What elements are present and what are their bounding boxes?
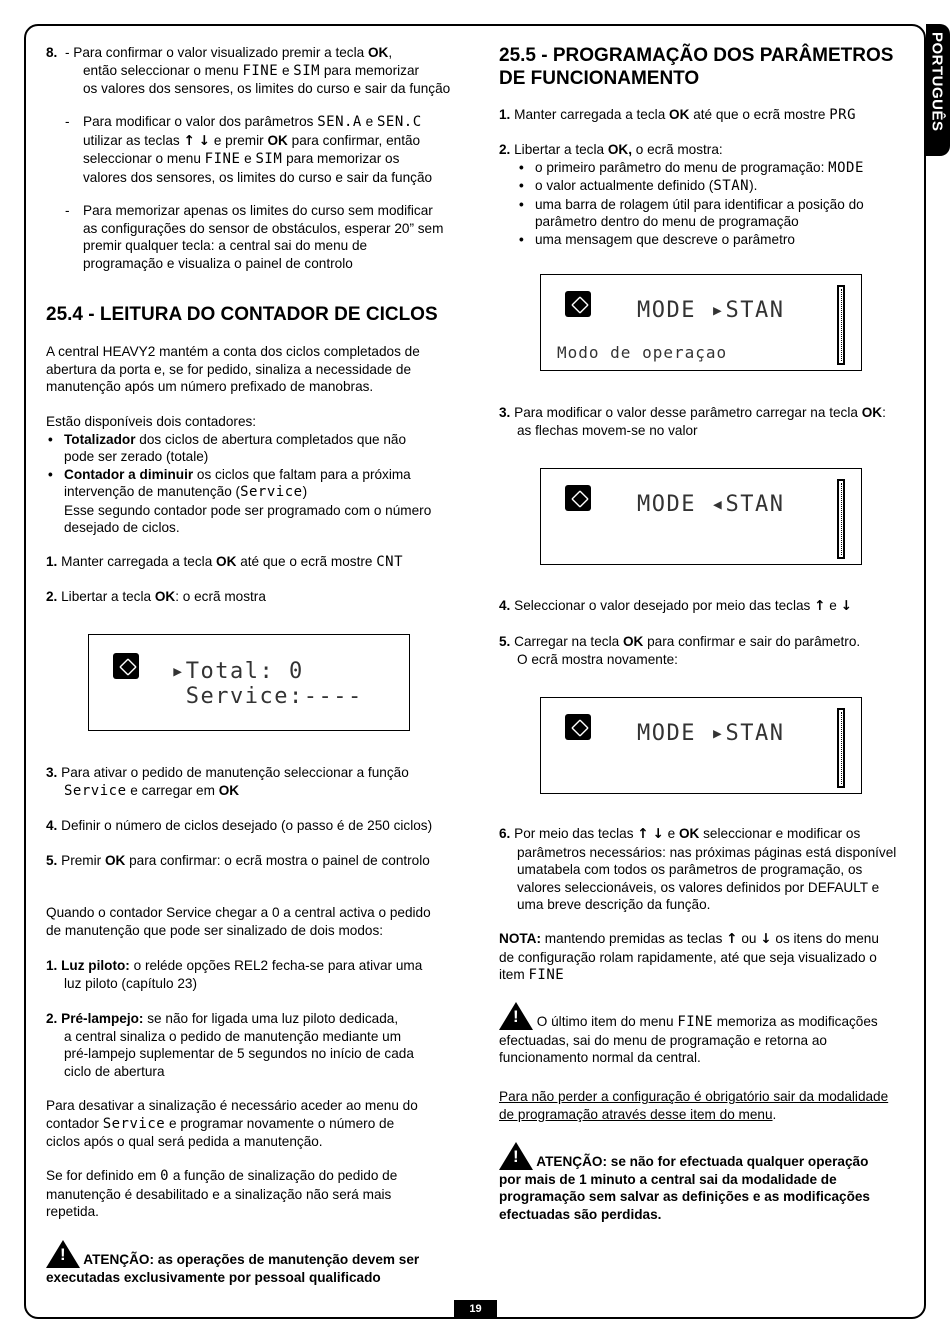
text: até que o ecrã mostre <box>236 554 377 569</box>
lcd-service: Service <box>102 1115 166 1132</box>
text: de configuração rolam rapidamente, até que seja visualizado o <box>499 949 877 965</box>
ok-key: OK <box>622 634 644 649</box>
text: e <box>361 114 377 129</box>
text: seleccionar o menu <box>83 151 205 166</box>
r-step-6 <box>499 825 909 914</box>
arrow-up-icon: ↑ <box>183 132 195 149</box>
zero-paragraph <box>46 1167 466 1221</box>
text: a central sinaliza o pedido de manutenção mediante um <box>64 1028 402 1044</box>
lcd-mode-display-2 <box>540 468 862 565</box>
step-number: 4. <box>46 818 58 833</box>
text: repetida. <box>46 1204 99 1219</box>
lcd-line-service: Service:---- <box>171 684 363 709</box>
step-5 <box>46 852 466 870</box>
step-number: 1. <box>499 107 511 122</box>
text: por mais de 1 minuto a central sai da modalidade de <box>499 1171 837 1187</box>
step-number: 8. <box>46 45 58 60</box>
arrow-down-icon: ↓ <box>652 826 664 842</box>
text: manutenção é desabilitado e a sinalização não será mais <box>46 1186 392 1202</box>
lcd-service: Service <box>64 782 127 799</box>
lcd-scrollbar <box>837 708 845 788</box>
text: efectuadas, sai do menu de programação e retorna ao <box>499 1032 827 1048</box>
lcd-fine: FINE <box>204 151 241 167</box>
text: as configurações do sensor de obstáculos, esperar 20” sem <box>83 220 444 236</box>
text: então seleccionar o menu <box>83 62 243 78</box>
text: ). <box>749 178 758 193</box>
text: para memorizar <box>320 62 420 78</box>
ok-key: OK <box>861 405 883 420</box>
step-4 <box>46 817 466 835</box>
text: e <box>278 62 294 78</box>
wrench-icon <box>565 291 591 317</box>
text: Manter carregada a tecla <box>514 107 670 122</box>
list-item <box>64 431 466 466</box>
text: e premir <box>210 132 268 148</box>
ok-key: OK <box>154 589 176 604</box>
text: o primeiro parâmetro do menu de programação: <box>535 159 829 175</box>
text: . <box>772 1106 777 1122</box>
page-number: 19 <box>454 1300 497 1319</box>
text: 25.5 - PROGRAMAÇÃO DOS PARÂMETROS <box>499 45 894 66</box>
text: parâmetro dentro do menu de programação <box>535 214 799 229</box>
ok-key: OK <box>218 782 240 798</box>
intro-paragraph <box>46 343 466 396</box>
r-step-2 <box>499 141 909 248</box>
language-tab-label: PORTUGUÊS <box>928 32 946 132</box>
text: executadas exclusivamente por pessoal qualificado <box>46 1269 381 1285</box>
ok-key: OK <box>267 132 288 148</box>
list-item: • uma mensagem que descreve o parâmetro <box>535 231 909 249</box>
text: e <box>825 598 841 613</box>
section-heading-25-4: 25.4 - LEITURA DO CONTADOR DE CICLOS <box>46 304 438 325</box>
lcd-line-total: ▸Total: 0 <box>171 659 304 684</box>
text: contador <box>46 1115 103 1131</box>
text: uma barra de rolagem útil para identificar a posição do <box>535 196 864 212</box>
step-number: 2. <box>46 1011 58 1026</box>
warning-icon <box>499 1002 533 1030</box>
lcd-mode-display-3 <box>540 697 862 794</box>
arrow-down-icon: ↓ <box>840 598 853 614</box>
text: para confirmar, então <box>287 132 421 148</box>
lcd-service: Service <box>240 484 303 500</box>
text: para confirmar: o ecrã mostra o painel de controlo <box>125 853 430 868</box>
text: Para ativar o pedido de manutenção seleccionar a função <box>61 765 409 780</box>
text: o valor actualmente definido ( <box>535 178 714 193</box>
ok-key: OK <box>104 853 126 868</box>
text: até que o ecrã mostre <box>689 107 830 122</box>
text: desejado de ciclos. <box>64 520 180 535</box>
disable-paragraph <box>46 1097 466 1151</box>
text: ATENÇÃO: as operações de manutenção devem ser <box>80 1252 420 1267</box>
lcd-stan: STAN <box>713 178 750 194</box>
text: luz piloto (capítulo 23) <box>64 975 197 991</box>
counters-list <box>46 413 466 537</box>
r-step-1 <box>499 106 909 125</box>
text: e programar novamente o número de <box>165 1115 395 1131</box>
text: funcionamento normal da central. <box>499 1050 701 1065</box>
lcd-mode-display-1 <box>540 274 862 371</box>
r-step-5 <box>499 633 909 668</box>
text: Libertar a tecla <box>61 589 155 604</box>
underlined-note <box>499 1088 909 1123</box>
text: Para memorizar apenas os limites do curso sem modificar <box>83 203 433 218</box>
lcd-scrollbar <box>837 285 845 365</box>
text: umatabela com todos os parâmetros de programação, os <box>517 862 863 877</box>
text: NOTA: <box>499 931 542 946</box>
lcd-sim: SIM <box>255 151 283 167</box>
step-number: 1. <box>46 554 58 569</box>
text: programação e visualiza o painel de controlo <box>83 255 353 271</box>
text: Se for definido em <box>46 1168 161 1183</box>
r-step-3: 3. Para modificar o valor desse parâmetro carregar na tecla OK: as flechas movem-se no valor <box>499 404 909 439</box>
r-step-4 <box>499 597 909 616</box>
lcd-zero: 0 <box>160 1168 170 1184</box>
list-item <box>535 196 909 231</box>
step-2 <box>46 588 466 606</box>
text: utilizar as teclas <box>83 132 184 148</box>
text: valores dos sensores, os limites do curso e sair da função <box>83 169 433 185</box>
lcd-counter-display <box>88 634 410 731</box>
text: Para desativar a sinalização é necessário aceder ao menu do <box>46 1098 418 1113</box>
text: de manutenção que pode ser sinalizado de dois modos: <box>46 922 384 938</box>
text: Para modificar o valor dos parâmetros <box>83 114 318 129</box>
lcd-fine: FINE <box>528 967 565 983</box>
lcd-sena: SEN.A <box>317 114 362 130</box>
list-item <box>535 177 909 196</box>
text: Estão disponíveis dois contadores: <box>46 414 257 429</box>
text: e <box>663 826 679 841</box>
lcd-cnt: CNT <box>376 554 404 570</box>
step-3 <box>46 764 466 800</box>
step-number: 3. <box>499 405 511 420</box>
lcd-scrollbar <box>837 479 845 559</box>
text: O último item do menu <box>533 1014 678 1029</box>
step-8-sub-c: - Para memorizar apenas os limites do curso sem modificar as configurações do sensor de obstáculos, esperar 20” sem premir qualquer tecla: a central sai do menu de programação e visualiza o painel de controlo <box>65 202 465 272</box>
text: Luz piloto: <box>61 958 130 973</box>
text: premir qualquer tecla: a central sai do menu de <box>83 238 368 253</box>
nota-paragraph <box>499 930 909 985</box>
list-item <box>64 466 466 537</box>
text: Para não perder a configuração é obrigatório sair da modalidade <box>499 1089 889 1104</box>
text: e carregar em <box>126 782 219 798</box>
lcd-line-mode: MODE ▸STAN <box>637 298 785 323</box>
step-number: 2. <box>46 589 58 604</box>
language-tab <box>926 24 950 156</box>
mode-1 <box>46 957 466 992</box>
lcd-fine: FINE <box>677 1014 714 1030</box>
arrow-up-icon: ↑ <box>726 931 738 947</box>
text: ciclo de abertura <box>64 1063 165 1079</box>
counter-icon <box>113 653 139 679</box>
lcd-prg: PRG <box>829 107 857 123</box>
text: DE FUNCIONAMENTO <box>499 68 700 89</box>
text: se não for ligada uma luz piloto dedicada, <box>143 1011 399 1026</box>
text: pode ser zerado (totale) <box>64 449 209 464</box>
text: parâmetros necessários: nas próximas páginas está disponível <box>517 844 897 860</box>
text: as flechas movem-se no valor <box>517 422 698 438</box>
text: programação sem salvar as definições e as modificações <box>499 1189 870 1204</box>
timeout-warning <box>499 1142 909 1223</box>
lcd-line-mode: MODE ▸STAN <box>637 721 785 746</box>
text: dos ciclos de abertura completados que não <box>135 431 407 447</box>
text: A central HEAVY2 mantém a conta dos ciclos completados de <box>46 344 420 359</box>
warning-icon <box>46 1240 80 1268</box>
text: Por meio das teclas <box>514 826 638 841</box>
lcd-senc: SEN.C <box>377 114 422 130</box>
text: o ecrã mostra: <box>632 142 723 157</box>
text: pré-lampejo suplementar de 5 segundos no início de cada <box>64 1046 414 1061</box>
text: Totalizador <box>64 431 136 447</box>
arrow-down-icon: ↓ <box>760 931 772 947</box>
section-heading-25-5 <box>499 44 893 90</box>
text: manutenção após um número prefixado de manobras. <box>46 379 374 394</box>
text: abertura da porta e, se for pedido, sinaliza a necessidade de <box>46 361 412 377</box>
wrench-icon <box>565 485 591 511</box>
text: uma breve descrição da função. <box>517 897 711 912</box>
fine-warning <box>499 1002 909 1067</box>
mode-2 <box>46 1010 466 1080</box>
arrow-up-icon: ↑ <box>814 598 826 614</box>
text: de programação através desse item do menu <box>499 1106 773 1122</box>
text: ciclos após o qual será pedida a manutenção. <box>46 1134 323 1149</box>
maintenance-warning <box>46 1240 466 1286</box>
text: O ecrã mostra novamente: <box>517 651 678 667</box>
lcd-mode: MODE <box>828 159 864 176</box>
text: valores seleccionáveis, os valores definidos por DEFAULT e <box>517 879 880 895</box>
wrench-icon <box>565 714 591 740</box>
list-item <box>535 159 909 178</box>
text: Seleccionar o valor desejado por meio das teclas <box>514 598 815 613</box>
ok-key: OK <box>669 107 690 122</box>
step-number: 6. <box>499 826 511 841</box>
ok-key: OK <box>367 45 389 60</box>
text: os itens do menu <box>771 931 879 946</box>
text: - Para confirmar o valor visualizado premir a tecla <box>65 45 368 60</box>
text: para memorizar os <box>282 151 400 166</box>
text: a função de sinalização do pedido de <box>169 1168 398 1183</box>
text: efectuadas são perdidas. <box>499 1206 662 1222</box>
step-number: 3. <box>46 765 58 780</box>
text: intervenção de manutenção ( <box>64 484 241 499</box>
step-8-block: 8. - Para confirmar o valor visualizado premir a tecla OK, então seleccionar o menu FINE e SIM para memorizar os valores dos sensores, os limites do curso e sair da função <box>46 44 466 62</box>
ok-key: OK <box>216 554 237 569</box>
arrow-up-icon: ↑ <box>637 826 649 842</box>
step-1 <box>46 553 466 572</box>
text: os valores dos sensores, os limites do curso e sair da função <box>83 81 451 96</box>
text: ) <box>302 484 308 499</box>
lcd-line-mode: MODE ◂STAN <box>637 492 785 517</box>
text: ATENÇÃO: se não for efectuada qualquer operação <box>533 1154 869 1169</box>
text: e <box>240 151 256 166</box>
text: Premir <box>61 853 105 868</box>
text: seleccionar e modificar os <box>699 826 861 841</box>
text: Quando o contador Service chegar a 0 a central activa o pedido <box>46 905 431 920</box>
step-number: 1. <box>46 958 58 973</box>
step-number: 5. <box>46 853 58 868</box>
lcd-sim: SIM <box>293 62 321 79</box>
step-number: 4. <box>499 598 511 613</box>
warning-icon <box>499 1142 533 1170</box>
text: mantendo premidas as teclas <box>541 931 727 946</box>
text: : o ecrã mostra <box>175 589 266 604</box>
text: Pré-lampejo: <box>61 1011 144 1026</box>
arrow-down-icon: ↓ <box>198 132 211 149</box>
text: Esse segundo contador pode ser programado com o número <box>64 502 432 518</box>
text: item <box>499 967 529 982</box>
text: Carregar na tecla <box>514 634 623 649</box>
lcd-line-description: Modo de operaçao <box>557 343 728 362</box>
text: os ciclos que faltam para a próxima <box>193 466 411 482</box>
text: Libertar a tecla <box>514 142 608 157</box>
step-number: 5. <box>499 634 511 649</box>
ok-key: OK, <box>607 142 632 157</box>
text: o reléde opções REL2 fecha-se para ativar uma <box>129 958 423 973</box>
text: memoriza as modificações <box>713 1014 878 1029</box>
step-8-sub-b: - Para modificar o valor dos parâmetros SEN.A e SEN.C utilizar as teclas ↑ ↓ e premir OK para confirmar, então seleccionar o menu FINE e SIM para memorizar os valores dos sensores, os limites do curso e sair da função <box>65 113 465 186</box>
step-number: 2. <box>499 142 511 157</box>
service-paragraph <box>46 904 466 939</box>
text: Manter carregada a tecla <box>61 554 217 569</box>
ok-key: OK <box>678 826 700 841</box>
text: Contador a diminuir <box>64 466 194 482</box>
lcd-fine: FINE <box>242 62 279 79</box>
text: para confirmar e sair do parâmetro. <box>643 634 861 649</box>
text: Para modificar o valor desse parâmetro carregar na tecla <box>514 405 862 420</box>
text: Definir o número de ciclos desejado (o passo é de 250 ciclos) <box>61 818 433 833</box>
text: ou <box>737 931 761 946</box>
